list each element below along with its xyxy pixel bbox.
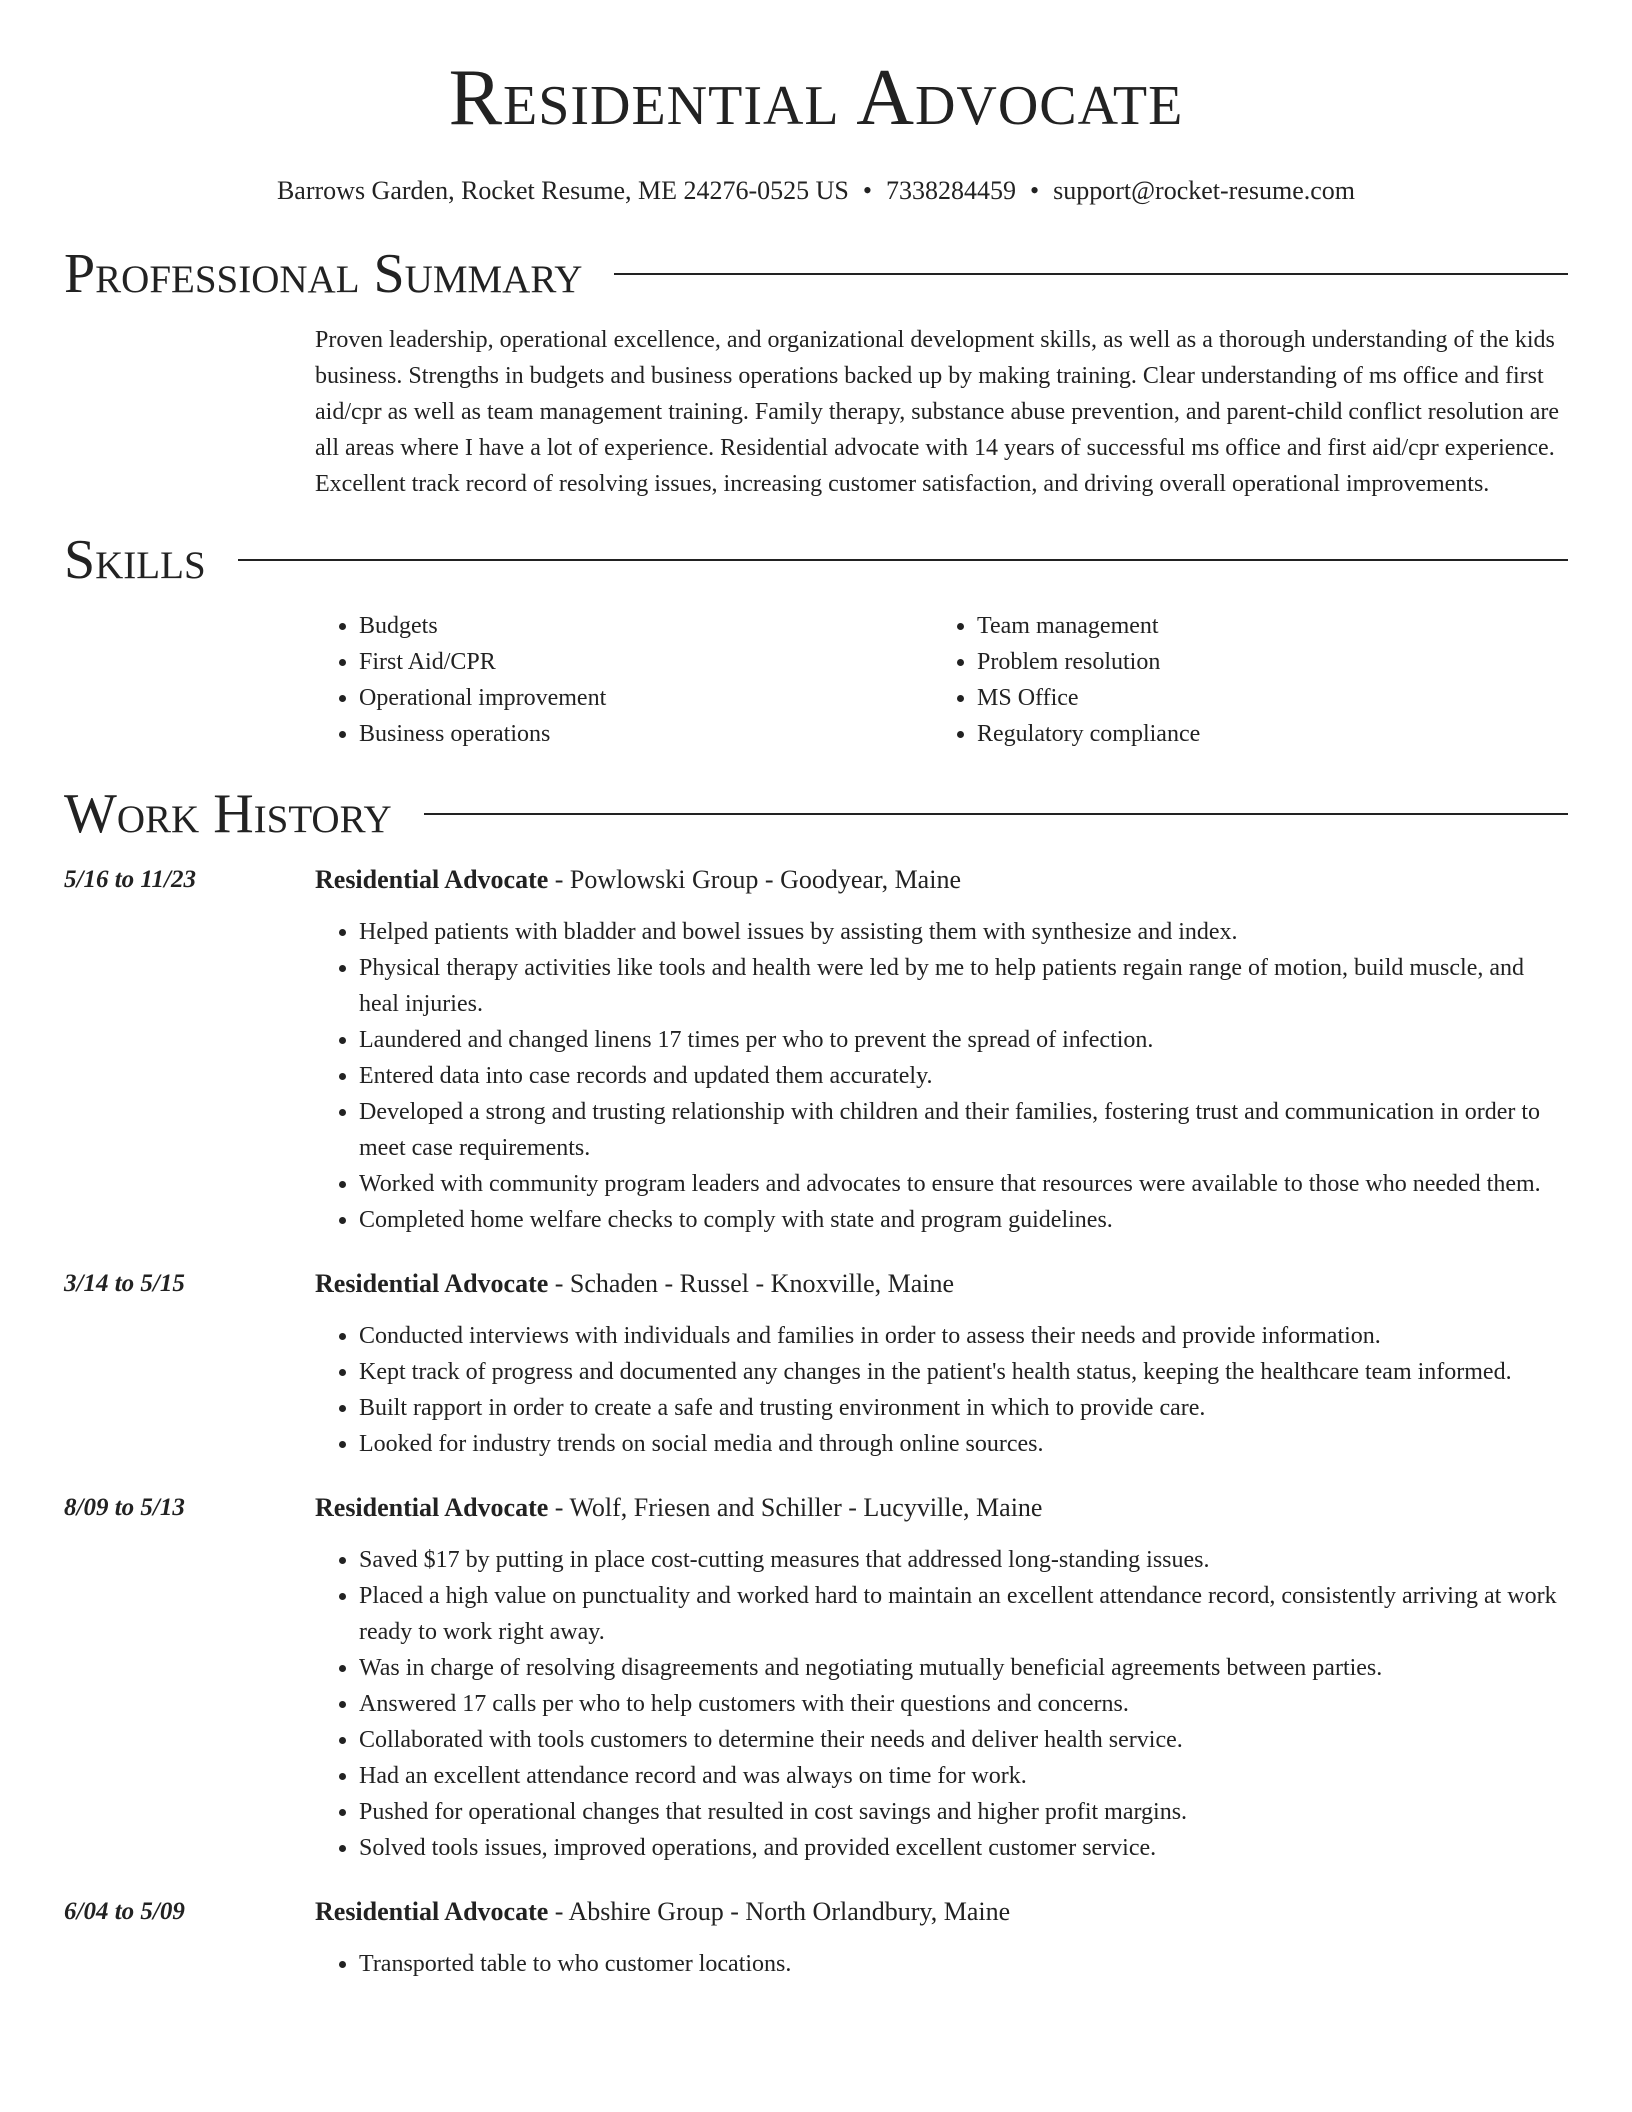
- job-company: - Schaden - Russel - Knoxville, Maine: [548, 1269, 955, 1298]
- job-company: - Powlowski Group - Goodyear, Maine: [548, 865, 961, 894]
- section-divider: [424, 813, 1568, 815]
- job-bullet: • Pushed for operational changes that resulted in cost savings and higher profit margins.: [359, 1794, 1568, 1830]
- job-bullet: • Completed home welfare checks to comply with state and program guidelines.: [359, 1202, 1568, 1238]
- job-company: - Abshire Group - North Orlandbury, Maine: [548, 1897, 1011, 1926]
- contact-separator: •: [862, 176, 872, 205]
- job-bullet: • Answered 17 calls per who to help customers with their questions and concerns.: [359, 1686, 1568, 1722]
- job-bullet: • Developed a strong and trusting relationship with children and their families, fostering trust and communication in order to meet case requirements.: [359, 1094, 1568, 1166]
- job-bullet: • Conducted interviews with individuals and families in order to assess their needs and provide information.: [359, 1318, 1568, 1354]
- summary-text: Proven leadership, operational excellence, and organizational development skills, as well as a thorough understanding of the kids business. Strengths in budgets and business operations backed up by making training. Clear understanding of ms office and first aid/cpr as well as team management training. Family therapy, substance abuse prevention, and parent-child conflict resolution are all areas where I have a lot of experience. Residential advocate with 14 years of successful ms office and first aid/cpr experience. Excellent track record of resolving issues, increasing customer satisfaction, and driving overall operational improvements.: [315, 327, 1560, 497]
- job-details: [315, 1266, 1568, 1462]
- contact-email: support@rocket-resume.com: [1053, 176, 1356, 205]
- job-bullet: • Laundered and changed linens 17 times per who to prevent the spread of infection.: [359, 1022, 1568, 1058]
- skill-item: • Budgets: [359, 608, 933, 644]
- contact-address: Barrows Garden, Rocket Resume, ME 24276-0525 US: [276, 176, 849, 205]
- job-role: Residential Advocate: [315, 1493, 549, 1522]
- skills-list-right: [933, 608, 1200, 752]
- skills-section-header: [64, 529, 1568, 591]
- job-bullets: [315, 914, 1568, 1238]
- job-bullet: • Collaborated with tools customers to determine their needs and deliver health service.: [359, 1722, 1568, 1758]
- job-heading: [315, 1490, 1568, 1526]
- job-dates: 8/09 to 5/13: [64, 1494, 185, 1521]
- job-bullet: • Worked with community program leaders and advocates to ensure that resources were available to those who needed them.: [359, 1166, 1568, 1202]
- skill-item: • MS Office: [977, 680, 1200, 716]
- work-history-body: [64, 862, 1568, 1982]
- summary-body: [315, 322, 1568, 502]
- job-role: Residential Advocate: [315, 865, 549, 894]
- job-details: [315, 1894, 1568, 1982]
- job-dates: 6/04 to 5/09: [64, 1898, 185, 1925]
- job-bullet: • Placed a high value on punctuality and worked hard to maintain an excellent attendance record, consistently arriving at work ready to work right away.: [359, 1578, 1568, 1650]
- skill-item: • Operational improvement: [359, 680, 933, 716]
- work-section-header: [64, 783, 1568, 845]
- work-section-title: Work History: [64, 783, 392, 845]
- skill-item: • First Aid/CPR: [359, 644, 933, 680]
- job-bullets: [315, 1946, 1568, 1982]
- job-bullet: • Looked for industry trends on social media and through online sources.: [359, 1426, 1568, 1462]
- job-entry: [64, 1266, 1568, 1462]
- job-bullet: • Had an excellent attendance record and was always on time for work.: [359, 1758, 1568, 1794]
- skill-item: • Regulatory compliance: [977, 716, 1200, 752]
- job-bullet: • Entered data into case records and updated them accurately.: [359, 1058, 1568, 1094]
- job-bullet: • Saved $17 by putting in place cost-cutting measures that addressed long-standing issues.: [359, 1542, 1568, 1578]
- job-bullets: [315, 1542, 1568, 1866]
- job-bullet: • Helped patients with bladder and bowel issues by assisting them with synthesize and index.: [359, 914, 1568, 950]
- job-bullet: • Solved tools issues, improved operations, and provided excellent customer service.: [359, 1830, 1568, 1866]
- job-bullet: • Transported table to who customer locations.: [359, 1946, 1568, 1982]
- job-heading: [315, 1894, 1568, 1930]
- summary-section-header: [64, 243, 1568, 305]
- job-heading: [315, 862, 1568, 898]
- skill-item: • Team management: [977, 608, 1200, 644]
- job-entry: [64, 862, 1568, 1238]
- job-bullet: • Built rapport in order to create a safe and trusting environment in which to provide care.: [359, 1390, 1568, 1426]
- job-details: [315, 862, 1568, 1238]
- skills-list-left: [315, 608, 933, 752]
- job-bullets: [315, 1318, 1568, 1462]
- job-bullet: • Was in charge of resolving disagreements and negotiating mutually beneficial agreements between parties.: [359, 1650, 1568, 1686]
- contact-phone: 7338284459: [886, 176, 1016, 205]
- job-entry: [64, 1894, 1568, 1982]
- resume-name: Residential Advocate: [448, 54, 1184, 142]
- job-entry: [64, 1490, 1568, 1866]
- job-role: Residential Advocate: [315, 1897, 549, 1926]
- skills-body: [315, 608, 1568, 752]
- job-dates: 5/16 to 11/23: [64, 866, 196, 893]
- skill-item: • Problem resolution: [977, 644, 1200, 680]
- skill-item: • Business operations: [359, 716, 933, 752]
- contact-line: [64, 176, 1568, 206]
- section-divider: [238, 559, 1568, 561]
- skills-section-title: Skills: [64, 529, 206, 591]
- job-heading: [315, 1266, 1568, 1302]
- job-company: - Wolf, Friesen and Schiller - Lucyville, Maine: [548, 1493, 1043, 1522]
- job-dates: 3/14 to 5/15: [64, 1270, 185, 1297]
- contact-separator: •: [1030, 176, 1040, 205]
- job-role: Residential Advocate: [315, 1269, 549, 1298]
- job-bullet: • Physical therapy activities like tools and health were led by me to help patients regain range of motion, build muscle, and heal injuries.: [359, 950, 1568, 1022]
- summary-section-title: Professional Summary: [64, 243, 583, 305]
- job-bullet: • Kept track of progress and documented any changes in the patient's health status, keeping the healthcare team informed.: [359, 1354, 1568, 1390]
- section-divider: [614, 273, 1568, 275]
- job-details: [315, 1490, 1568, 1866]
